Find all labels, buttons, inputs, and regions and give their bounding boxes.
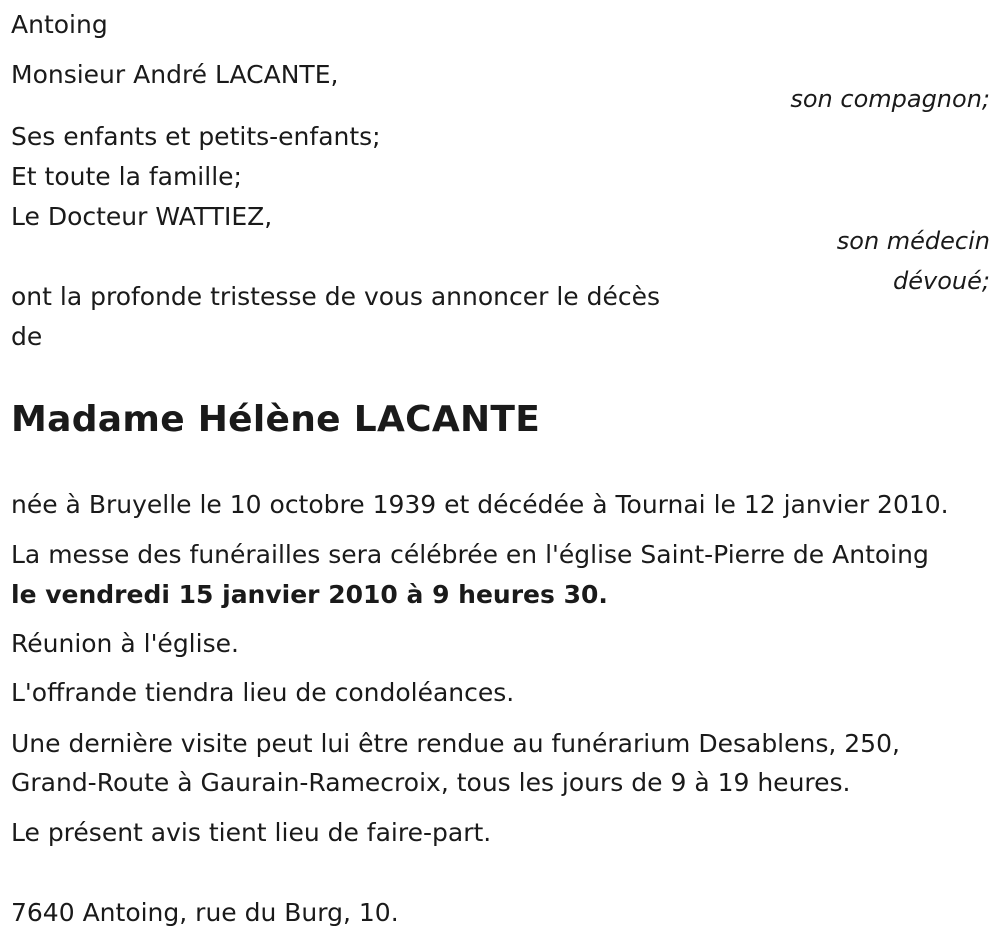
notice-line: Le présent avis tient lieu de faire-part. [11,818,492,847]
companion-name: Monsieur André LACANTE, [11,60,339,89]
doctor-name: Le Docteur WATTIEZ, [11,202,273,231]
funeral-line1: La messe des funérailles sera célébrée en l'église Saint-Pierre de Antoing [11,540,929,569]
offering-line: L'offrande tiendra lieu de condoléances. [11,678,515,707]
visit-line1: Une dernière visite peut lui être rendue au funérarium Desablens, 250, [11,729,900,758]
children-line: Ses enfants et petits-enfants; [11,122,381,151]
birth-death-line: née à Bruyelle le 10 octobre 1939 et décédée à Tournai le 12 janvier 2010. [11,490,949,519]
locality-heading: Antoing [11,10,108,39]
funeral-date: le vendredi 15 janvier 2010 à 9 heures 30. [11,580,608,609]
visit-line2: Grand-Route à Gaurain-Ramecroix, tous les jours de 9 à 19 heures. [11,768,851,797]
doctor-role-line2: dévoué; [893,267,990,295]
announcement-line1: ont la profonde tristesse de vous annoncer le décès [11,282,661,311]
address-line: 7640 Antoing, rue du Burg, 10. [11,898,399,927]
family-line: Et toute la famille; [11,162,242,191]
companion-role: son compagnon; [790,85,990,113]
announcement-line2: de [11,322,43,351]
meeting-line: Réunion à l'église. [11,629,239,658]
deceased-name: Madame Hélène LACANTE [11,399,541,440]
doctor-role-line1: son médecin [836,227,990,255]
